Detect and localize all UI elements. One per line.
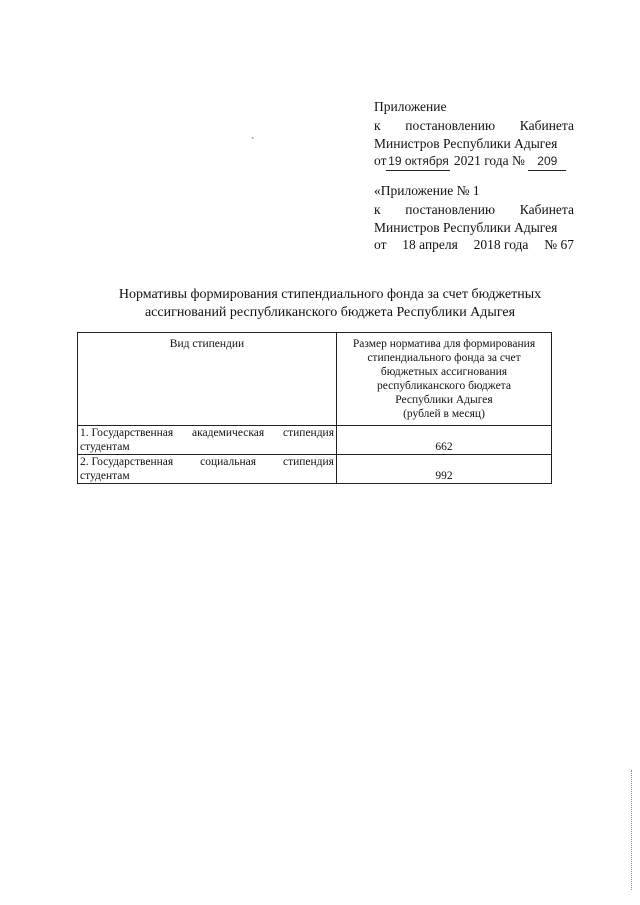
- handwritten-date: 19 октября: [386, 152, 450, 171]
- resolution-word-2: постановлению: [405, 202, 496, 217]
- appendix-title: Приложение: [374, 99, 447, 114]
- header-norm-line: стипендиального фонда за счет: [367, 352, 521, 364]
- row-word: стипендия: [282, 456, 334, 468]
- row-value: 662: [337, 426, 552, 455]
- header-norm-line: Республики Адыгея: [395, 394, 493, 406]
- row-name-line-2: студентам: [80, 441, 130, 453]
- row-name-line-2: студентам: [80, 470, 130, 482]
- preposition-k-2: к: [374, 202, 381, 217]
- resolution-word: постановлению: [405, 118, 496, 133]
- table-header-row: [78, 333, 552, 426]
- title-line-2: ассигнований республиканского бюджета Республики Адыгея: [144, 305, 516, 320]
- row-word: академическая: [192, 427, 265, 439]
- from-label: от: [374, 153, 387, 168]
- row-value: 992: [337, 455, 552, 484]
- row-scholarship-name: [78, 426, 337, 455]
- appendix-line-resolution-2: [374, 201, 574, 219]
- header-norm-line: бюджетных ассигнования: [380, 366, 508, 378]
- from-label-2: от: [374, 237, 387, 252]
- date-2: 18 апреля: [402, 237, 458, 252]
- appendix-date-line-2: [374, 236, 574, 254]
- document-title: [60, 286, 600, 322]
- row-word: 1. Государственная: [80, 427, 174, 439]
- table-row: [78, 426, 552, 455]
- row-scholarship-name: [78, 455, 337, 484]
- number-2: № 67: [544, 237, 574, 252]
- title-line-1: Нормативы формирования стипендиального фонда за счет бюджетных: [118, 287, 542, 302]
- preposition-k: к: [374, 118, 381, 133]
- row-name-line-1: [80, 426, 334, 440]
- row-word: стипендия: [283, 427, 334, 439]
- cabinet-word-2: Кабинета: [519, 202, 574, 217]
- stray-mark: `: [251, 137, 255, 148]
- appendix-date-line: [374, 152, 566, 171]
- appendix-line-resolution: [374, 117, 574, 135]
- appendix-title-quoted: «Приложение № 1: [374, 183, 480, 198]
- year-label: 2021 года №: [453, 153, 525, 168]
- header-scholarship-type: Вид стипендии: [78, 333, 337, 426]
- header-norm-size: [337, 333, 552, 426]
- year-2: 2018 года: [473, 237, 529, 252]
- scholarship-norms-table: [77, 332, 552, 484]
- row-name-line-1: [80, 455, 334, 469]
- cabinet-word: Кабинета: [519, 118, 574, 133]
- table-row: [78, 455, 552, 484]
- scan-edge-mark: [631, 770, 633, 890]
- header-norm-line: Размер норматива для формирования: [352, 338, 536, 350]
- handwritten-number: 209: [528, 152, 566, 171]
- appendix-ministers-2: Министров Республики Адыгея: [374, 220, 558, 235]
- row-word: 2. Государственная: [80, 456, 174, 468]
- row-word: социальная: [200, 456, 257, 468]
- appendix-ministers: Министров Республики Адыгея: [374, 136, 558, 151]
- header-norm-line: республиканского бюджета: [377, 380, 511, 392]
- header-norm-line: (рублей в месяц): [403, 408, 485, 420]
